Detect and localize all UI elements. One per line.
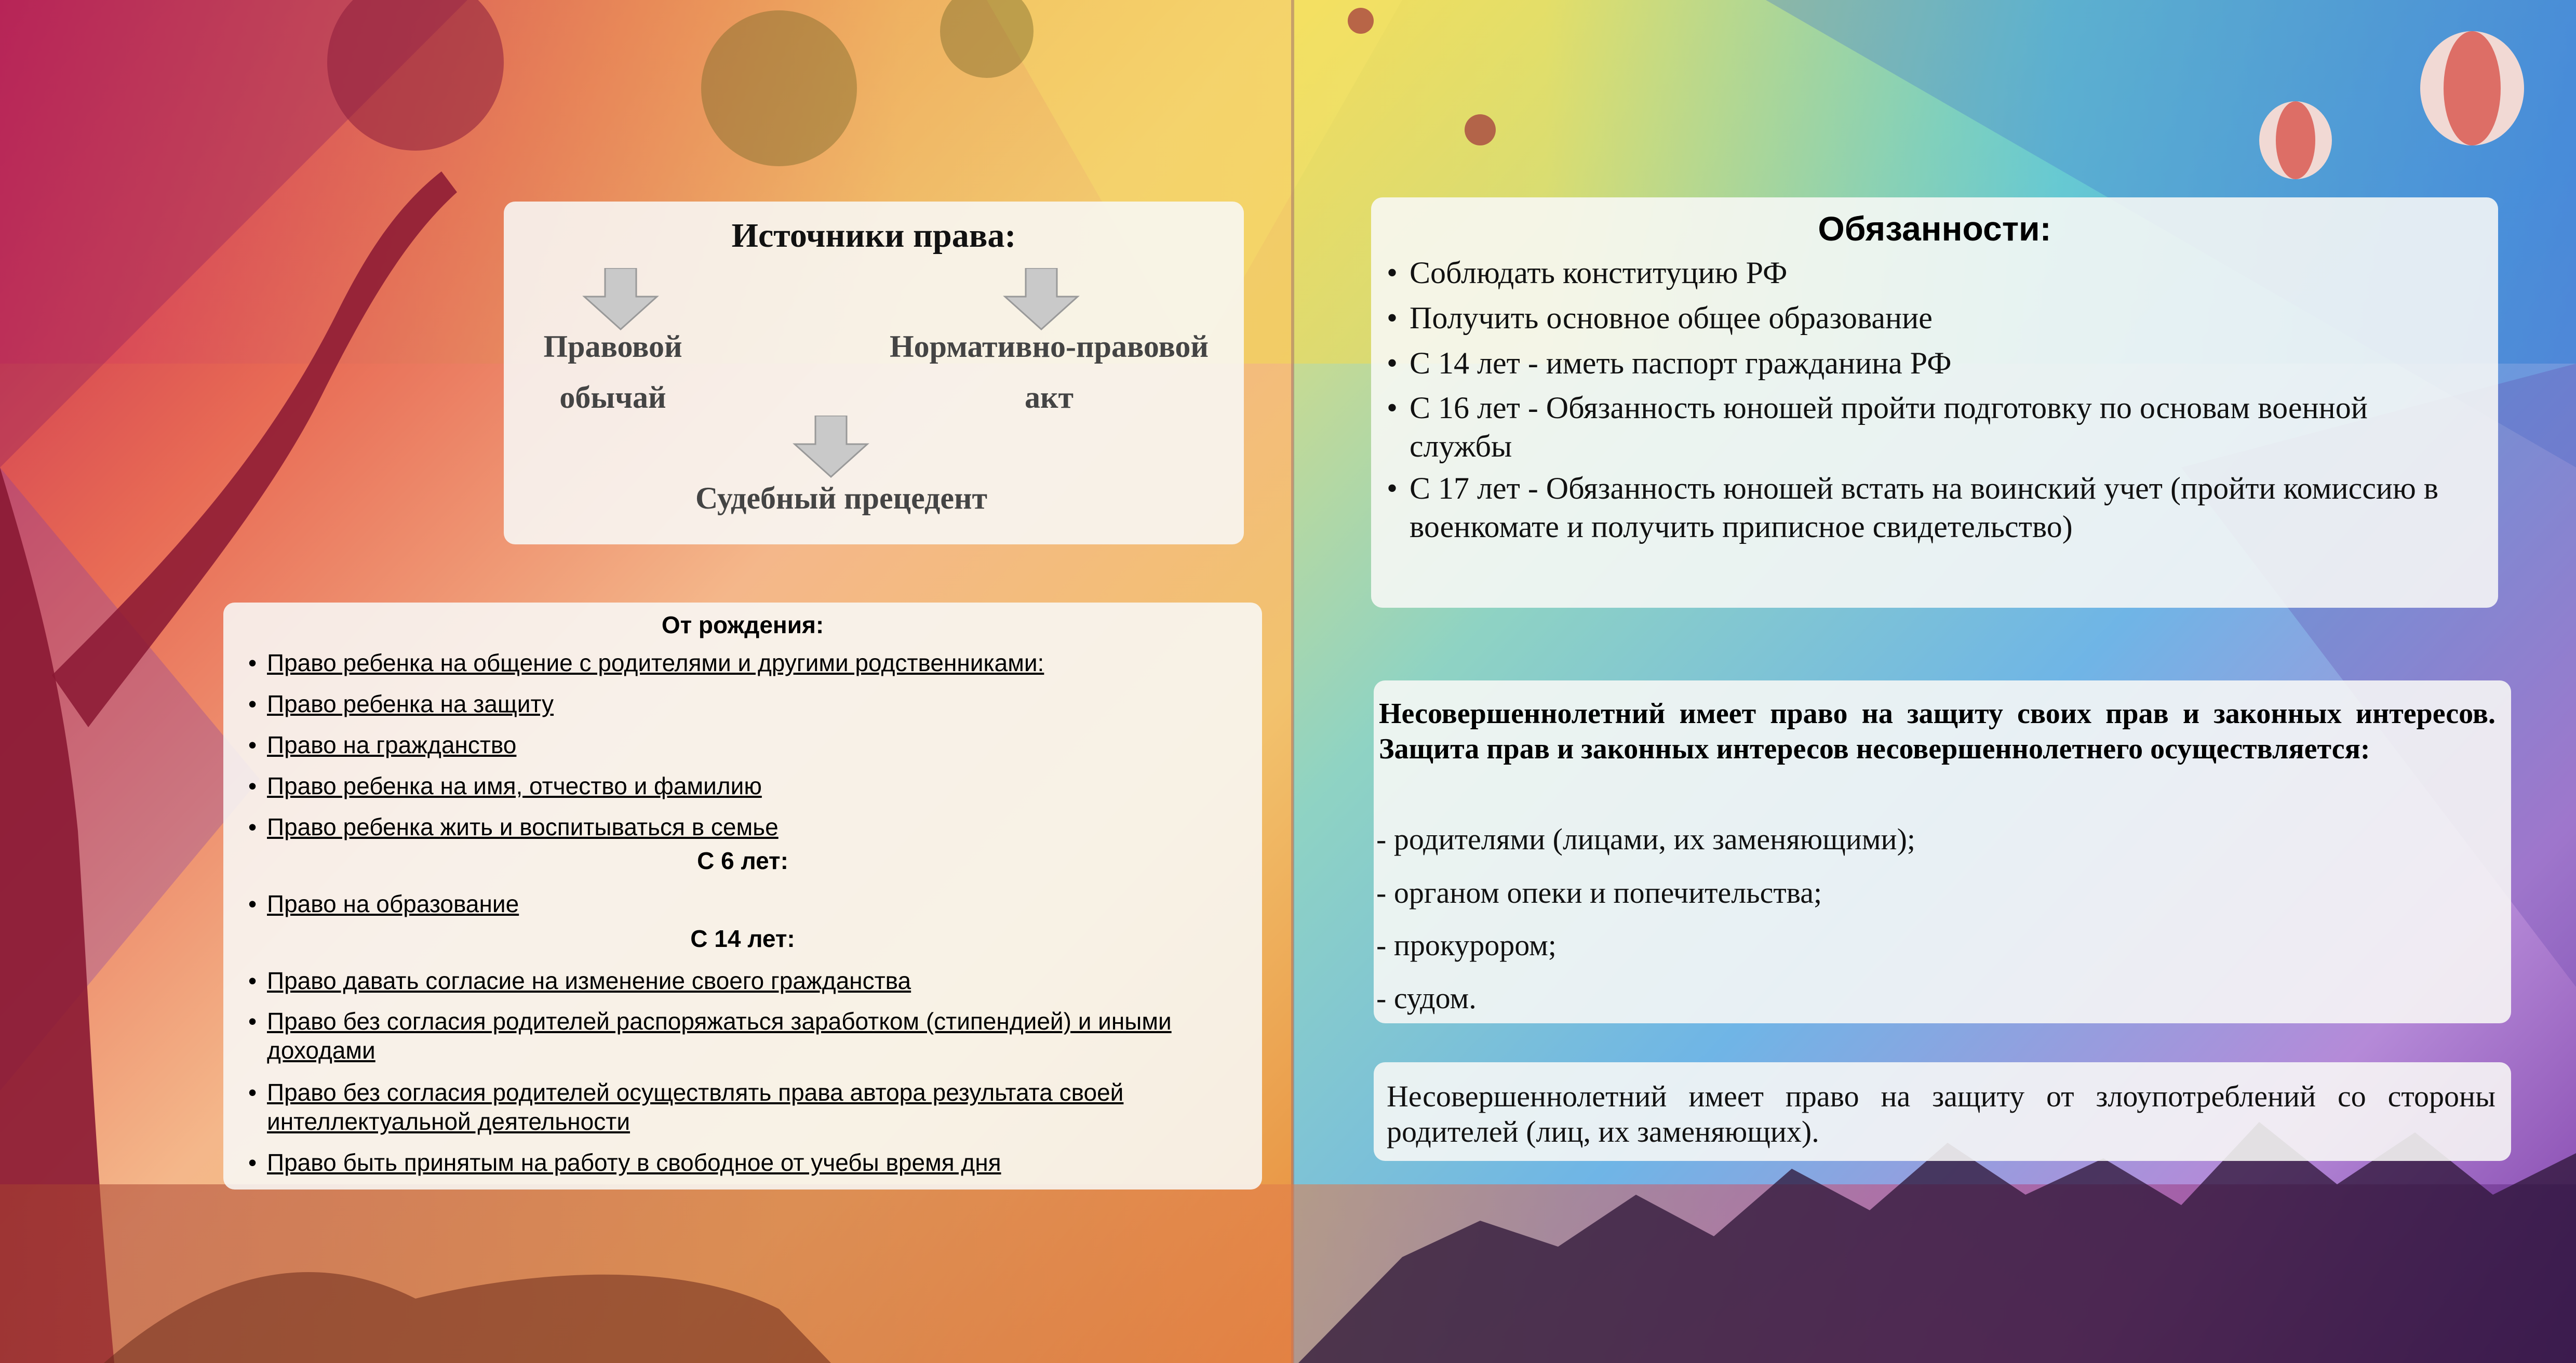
bullet-icon: • — [248, 731, 257, 758]
protector-item: - родителями (лицами, их заменяющими); — [1376, 822, 1916, 856]
duty-text: Соблюдать конституцию РФ — [1410, 256, 1788, 290]
duty-text: С 16 лет - Обязанность юношей пройти подготовку по основам военной службы — [1410, 391, 2368, 463]
duty-text: С 17 лет - Обязанность юношей встать на воинский учет (пройти комиссию в военкомате и получить приписное свидетельство) — [1410, 471, 2439, 544]
list-item — [1387, 344, 2467, 382]
sources-of-law-panel — [504, 202, 1244, 544]
duties-title: Обязанности: — [1818, 209, 2051, 248]
list-item — [248, 1148, 1241, 1177]
protector-item: - прокурором; — [1376, 928, 1557, 962]
bullet-icon: • — [248, 1008, 257, 1035]
protector-item: - органом опеки и попечительства; — [1376, 876, 1822, 910]
list-item — [248, 812, 1241, 841]
list-item — [248, 771, 1241, 800]
sources-title: Источники права: — [731, 217, 1016, 255]
right-text: Право без согласия родителей распоряжаться заработком (стипендией) и иными доходами — [267, 1008, 1172, 1064]
source-label-line: Судебный прецедент — [695, 481, 988, 515]
list-item — [248, 1078, 1241, 1136]
bullet-icon: • — [248, 772, 257, 799]
bullet-icon: • — [248, 1079, 257, 1106]
down-arrow-icon — [792, 416, 870, 478]
bullet-icon: • — [248, 690, 257, 717]
bullet-icon: • — [248, 813, 257, 840]
protector-item: - судом. — [1376, 981, 1477, 1015]
bullet-icon: • — [1387, 301, 1398, 335]
source-judicial-precedent — [634, 473, 1049, 524]
list-item — [248, 648, 1241, 677]
right-text: Право давать согласие на изменение своего гражданства — [267, 967, 911, 994]
list-item — [248, 1007, 1241, 1065]
duty-text: Получить основное общее образование — [1410, 301, 1933, 335]
right-text: Право ребенка на имя, отчество и фамилию — [267, 772, 762, 799]
right-text: Право без согласия родителей осуществлять права автора результата своей интеллектуальной деятельности — [267, 1079, 1124, 1135]
heading-from-14: С 14 лет: — [690, 925, 795, 952]
protection-intro: Несовершеннолетний имеет право на защиту своих прав и законных интересов. Защита прав и законных интересов несовершеннолетнего осуществляется: — [1379, 698, 2496, 765]
protection-panel — [1374, 680, 2511, 1023]
abuse-text: Несовершеннолетний имеет право на защиту от злоупотреблений со стороны родителей (лиц, их заменяющих). — [1387, 1079, 2496, 1148]
bullet-icon: • — [248, 890, 257, 917]
bullet-icon: • — [1387, 391, 1398, 425]
list-item — [248, 966, 1241, 995]
bullet-icon: • — [1387, 256, 1398, 290]
heading-from-6: С 6 лет: — [697, 847, 788, 874]
right-text: Право ребенка жить и воспитываться в семье — [267, 813, 779, 840]
bullet-icon: • — [1387, 471, 1398, 505]
source-label-line: Нормативно-правовой — [889, 329, 1209, 364]
list-item — [248, 689, 1241, 718]
list-item — [1387, 389, 2467, 465]
duties-panel — [1371, 197, 2498, 608]
list-item — [1387, 253, 2467, 292]
heading-from-birth: От рождения: — [661, 611, 824, 638]
rights-panel — [223, 603, 1262, 1190]
bullet-icon: • — [248, 1149, 257, 1176]
bullet-icon: • — [248, 967, 257, 994]
right-text: Право ребенка на защиту — [267, 690, 554, 717]
list-item — [1387, 469, 2467, 546]
abuse-protection-panel — [1374, 1062, 2511, 1161]
source-normative-act — [867, 321, 1231, 423]
bullet-icon: • — [248, 649, 257, 676]
list-item — [1387, 299, 2467, 337]
source-label-line: обычай — [559, 380, 666, 415]
source-label-line: акт — [1024, 380, 1074, 415]
right-text: Право ребенка на общение с родителями и другими родственниками: — [267, 649, 1044, 676]
source-legal-custom — [535, 321, 691, 423]
list-item — [248, 730, 1241, 759]
list-item — [248, 889, 1241, 918]
right-text: Право на гражданство — [267, 731, 517, 758]
right-text: Право на образование — [267, 890, 519, 917]
bullet-icon: • — [1387, 346, 1398, 380]
source-label-line: Правовой — [543, 329, 682, 364]
right-text: Право быть принятым на работу в свободное от учебы время дня — [267, 1149, 1001, 1176]
duty-text: С 14 лет - иметь паспорт гражданина РФ — [1410, 346, 1952, 380]
